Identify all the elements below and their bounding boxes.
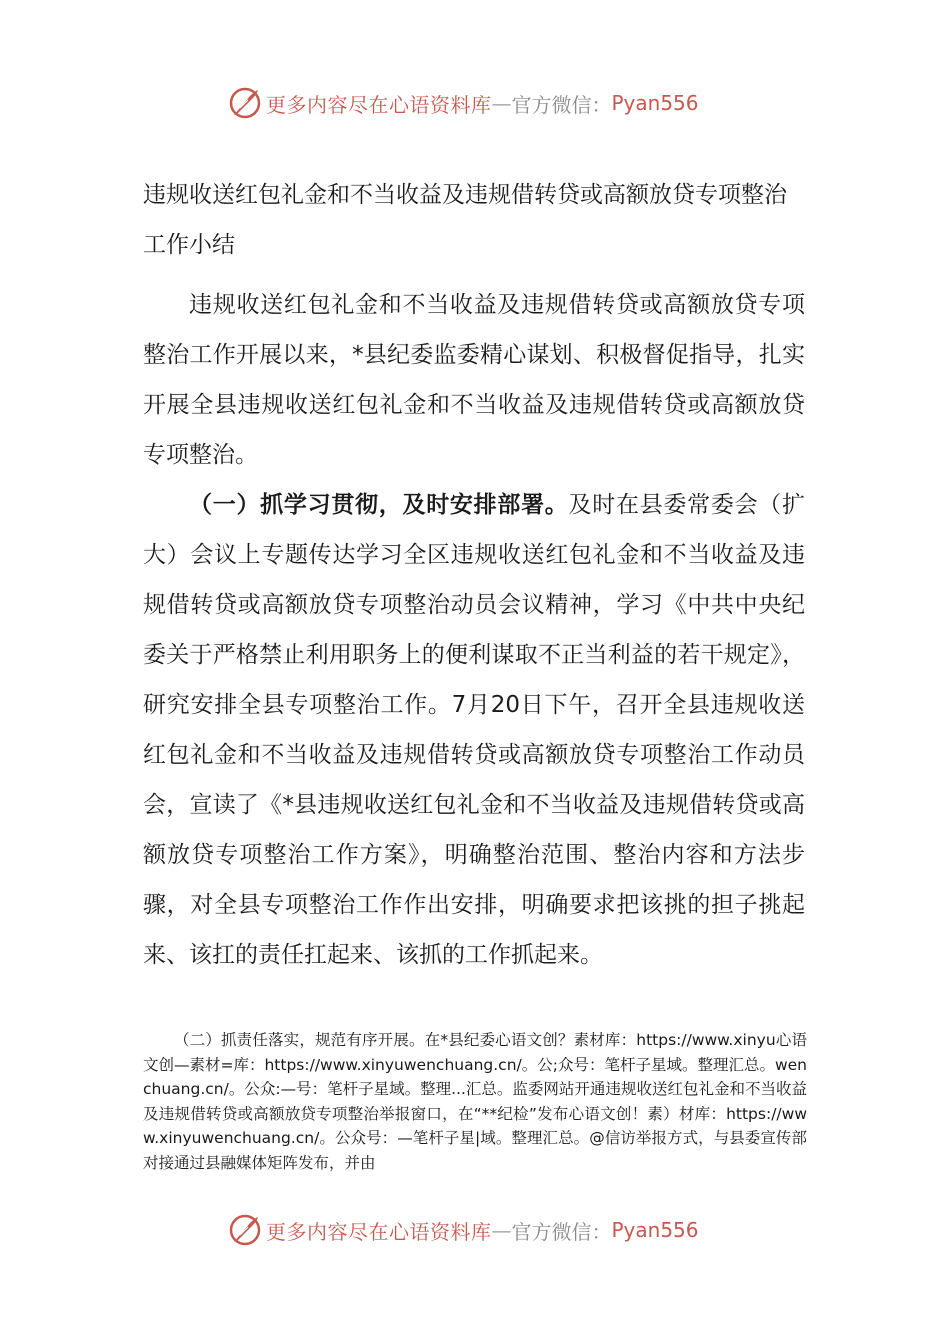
document-title: 违规收送红包礼金和不当收益及违规借转贷或高额放贷专项整治工作小结 (143, 182, 787, 258)
banner-separator: — (491, 91, 512, 115)
banner-wechat-id: Pyan556 (611, 91, 699, 115)
banner-wechat-label: 官方微信： (511, 1219, 612, 1244)
section-1-paragraph (143, 480, 805, 980)
section-2-paragraph: （二）抓责任落实，规范有序开展。在*县纪委心语文创？素材库：https://www.xinyu心语文创—素材=库：https://www.xinyuwenchuang.cn/。公;众号：笔杆子星域。整理汇总。wenchuang.cn/。公众:—号：笔杆子星域。整理...汇总。监委网站开通违规收送红包礼金和不当收益及违规借转贷或高额放贷专项整治举报窗口，在“**纪检”发布心语文创！素）材库：https://www.xinyuwenchuang.cn/。公众号：—笔杆子星|域。整理汇总。@信访举报方式，与县委宣传部对接通过县融媒体矩阵发布，并由 (143, 1031, 808, 1172)
banner-wechat-id: Pyan556 (611, 1218, 699, 1242)
intro-paragraph: 违规收送红包礼金和不当收益及违规借转贷或高额放贷专项整治工作开展以来，*县纪委监委精心谋划、积极督促指导，扎实开展全县违规收送红包礼金和不当收益及违规借转贷或高额放贷专项整治。 (143, 292, 805, 468)
header-banner (228, 83, 728, 123)
section-1-heading: （一）抓学习贯彻，及时安排部署。 (189, 492, 569, 518)
banner-text: 更多内容尽在心语资料库 (266, 92, 492, 117)
section-1-body: 及时在县委常委会（扩大）会议上专题传达学习全区违规收送红包礼金和不当收益及违规借转贷或高额放贷专项整治动员会议精神，学习《中共中央纪委关于严格禁止利用职务上的便利谋取不正当利益的若干规定》，研究安排全县专项整治工作。7月20日下午，召开全县违规收送红包礼金和不当收益及违规借转贷或高额放贷专项整治工作动员会，宣读了《*县违规收送红包礼金和不当收益及违规借转贷或高额放贷专项整治工作方案》，明确整治范围、整治内容和方法步骤，对全县专项整治工作作出安排，明确要求把该挑的担子挑起来、该扛的责任扛起来、该抓的工作抓起来。 (143, 492, 806, 968)
quill-logo-icon (228, 1213, 262, 1247)
banner-text: 更多内容尽在心语资料库 (266, 1219, 492, 1244)
banner-separator: — (491, 1218, 512, 1242)
footer-banner (228, 1210, 728, 1250)
banner-wechat-label: 官方微信： (511, 92, 612, 117)
quill-logo-icon (228, 86, 262, 120)
